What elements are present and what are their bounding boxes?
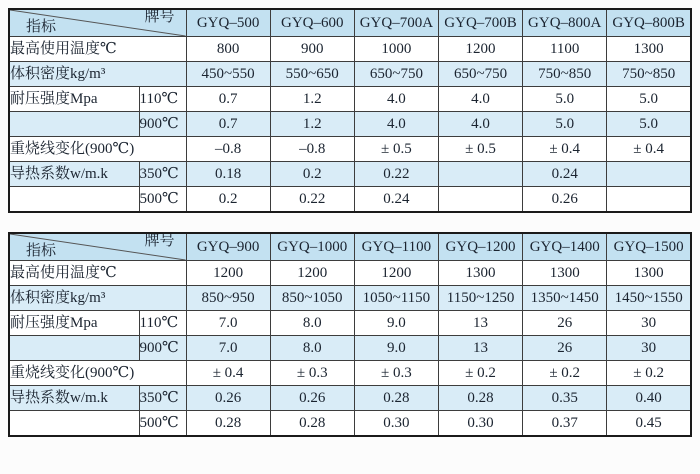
table-row (9, 411, 691, 437)
value-cell: 1300 (438, 261, 522, 286)
gyq-500-800-spec-table (8, 8, 692, 213)
value-cell: 0.35 (523, 386, 607, 411)
value-cell: 650~750 (438, 62, 522, 87)
value-cell: 5.0 (523, 87, 607, 112)
value-cell: 5.0 (607, 112, 691, 137)
corner-header-cell (9, 9, 186, 37)
value-cell: 1450~1550 (607, 286, 691, 311)
table-row (9, 311, 691, 336)
column-header: GYQ–1400 (523, 233, 607, 261)
row-label (9, 336, 139, 361)
row-label (9, 112, 139, 137)
row-label: 重烧线变化(900℃) (9, 137, 186, 162)
row-label: 重烧线变化(900℃) (9, 361, 186, 386)
gyq-900-1500-spec-table (8, 232, 692, 437)
value-cell: ± 0.5 (354, 137, 438, 162)
row-label: 耐压强度Mpa (9, 311, 139, 336)
column-header: GYQ–800B (607, 9, 691, 37)
value-cell: 8.0 (270, 311, 354, 336)
value-cell: 1200 (354, 261, 438, 286)
value-cell: 0.28 (270, 411, 354, 437)
value-cell: 850~1050 (270, 286, 354, 311)
value-cell: 0.26 (186, 386, 270, 411)
value-cell: 1.2 (270, 112, 354, 137)
spec-table-gyq-500-800 (8, 8, 692, 213)
value-cell: 1.2 (270, 87, 354, 112)
value-cell: 1300 (523, 261, 607, 286)
table-row (9, 187, 691, 213)
value-cell: 1350~1450 (523, 286, 607, 311)
value-cell: 1300 (607, 37, 691, 62)
value-cell: 650~750 (354, 62, 438, 87)
value-cell: 0.7 (186, 87, 270, 112)
value-cell: 0.18 (186, 162, 270, 187)
value-cell: 750~850 (607, 62, 691, 87)
column-header: GYQ–700B (438, 9, 522, 37)
row-sub-label: 350℃ (139, 386, 186, 411)
value-cell: 5.0 (607, 87, 691, 112)
corner-indicator-label: 指标 (26, 243, 57, 259)
value-cell: ± 0.2 (438, 361, 522, 386)
value-cell: 800 (186, 37, 270, 62)
value-cell: 30 (607, 311, 691, 336)
value-cell: 8.0 (270, 336, 354, 361)
value-cell: ± 0.4 (186, 361, 270, 386)
value-cell: ± 0.2 (607, 361, 691, 386)
value-cell: 0.28 (354, 386, 438, 411)
column-header: GYQ–1200 (438, 233, 522, 261)
value-cell: 0.2 (186, 187, 270, 213)
value-cell: ± 0.3 (270, 361, 354, 386)
row-label: 最高使用温度℃ (9, 37, 186, 62)
value-cell (438, 162, 522, 187)
value-cell: 550~650 (270, 62, 354, 87)
value-cell: 9.0 (354, 311, 438, 336)
value-cell: 1000 (354, 37, 438, 62)
row-label (9, 187, 139, 213)
value-cell (607, 162, 691, 187)
value-cell: 1100 (523, 37, 607, 62)
table-row (9, 361, 691, 386)
value-cell: 4.0 (438, 87, 522, 112)
value-cell: ± 0.4 (607, 137, 691, 162)
value-cell: 0.24 (523, 162, 607, 187)
corner-header-cell (9, 233, 186, 261)
value-cell: 750~850 (523, 62, 607, 87)
value-cell: 7.0 (186, 336, 270, 361)
value-cell: –0.8 (270, 137, 354, 162)
value-cell: 0.37 (523, 411, 607, 437)
row-sub-label: 900℃ (139, 336, 186, 361)
table-row (9, 112, 691, 137)
value-cell: 900 (270, 37, 354, 62)
column-header: GYQ–700A (354, 9, 438, 37)
row-sub-label: 500℃ (139, 411, 186, 437)
row-label (9, 411, 139, 437)
column-header: GYQ–1500 (607, 233, 691, 261)
value-cell: 0.40 (607, 386, 691, 411)
spec-table-gyq-900-1500 (8, 232, 692, 437)
table-row (9, 261, 691, 286)
table-row (9, 162, 691, 187)
value-cell: 0.26 (270, 386, 354, 411)
corner-brand-label: 牌号 (144, 233, 175, 249)
corner-brand-label: 牌号 (144, 9, 175, 25)
column-header: GYQ–900 (186, 233, 270, 261)
value-cell: 1200 (438, 37, 522, 62)
column-header: GYQ–1100 (354, 233, 438, 261)
value-cell (438, 187, 522, 213)
value-cell (607, 187, 691, 213)
row-sub-label: 110℃ (139, 87, 186, 112)
table-row (9, 286, 691, 311)
value-cell: 0.30 (438, 411, 522, 437)
value-cell: 450~550 (186, 62, 270, 87)
value-cell: 0.30 (354, 411, 438, 437)
value-cell: 0.28 (186, 411, 270, 437)
row-label: 导热系数w/m.k (9, 162, 139, 187)
value-cell: ± 0.2 (523, 361, 607, 386)
value-cell: 7.0 (186, 311, 270, 336)
value-cell: ± 0.3 (354, 361, 438, 386)
value-cell: –0.8 (186, 137, 270, 162)
value-cell: 1200 (270, 261, 354, 286)
value-cell: 4.0 (438, 112, 522, 137)
row-sub-label: 900℃ (139, 112, 186, 137)
value-cell: 0.28 (438, 386, 522, 411)
value-cell: 0.45 (607, 411, 691, 437)
table-row (9, 386, 691, 411)
row-label: 导热系数w/m.k (9, 386, 139, 411)
value-cell: 1050~1150 (354, 286, 438, 311)
value-cell: ± 0.5 (438, 137, 522, 162)
value-cell: 4.0 (354, 87, 438, 112)
table-row (9, 37, 691, 62)
value-cell: 850~950 (186, 286, 270, 311)
value-cell: 26 (523, 311, 607, 336)
value-cell: 0.7 (186, 112, 270, 137)
value-cell: 0.22 (354, 162, 438, 187)
column-header: GYQ–1000 (270, 233, 354, 261)
value-cell: 1300 (607, 261, 691, 286)
row-label: 体积密度kg/m³ (9, 62, 186, 87)
row-sub-label: 110℃ (139, 311, 186, 336)
value-cell: 9.0 (354, 336, 438, 361)
row-label: 耐压强度Mpa (9, 87, 139, 112)
table-row (9, 62, 691, 87)
column-header: GYQ–500 (186, 9, 270, 37)
column-header: GYQ–600 (270, 9, 354, 37)
table-row (9, 137, 691, 162)
value-cell: 5.0 (523, 112, 607, 137)
value-cell: 13 (438, 336, 522, 361)
row-label: 最高使用温度℃ (9, 261, 186, 286)
column-header: GYQ–800A (523, 9, 607, 37)
value-cell: 0.24 (354, 187, 438, 213)
table-row (9, 336, 691, 361)
row-sub-label: 500℃ (139, 187, 186, 213)
corner-indicator-label: 指标 (26, 19, 57, 35)
value-cell: 1150~1250 (438, 286, 522, 311)
value-cell: 30 (607, 336, 691, 361)
value-cell: 26 (523, 336, 607, 361)
table-row (9, 87, 691, 112)
value-cell: 4.0 (354, 112, 438, 137)
value-cell: 0.26 (523, 187, 607, 213)
value-cell: ± 0.4 (523, 137, 607, 162)
value-cell: 13 (438, 311, 522, 336)
row-sub-label: 350℃ (139, 162, 186, 187)
row-label: 体积密度kg/m³ (9, 286, 186, 311)
value-cell: 0.2 (270, 162, 354, 187)
value-cell: 0.22 (270, 187, 354, 213)
value-cell: 1200 (186, 261, 270, 286)
